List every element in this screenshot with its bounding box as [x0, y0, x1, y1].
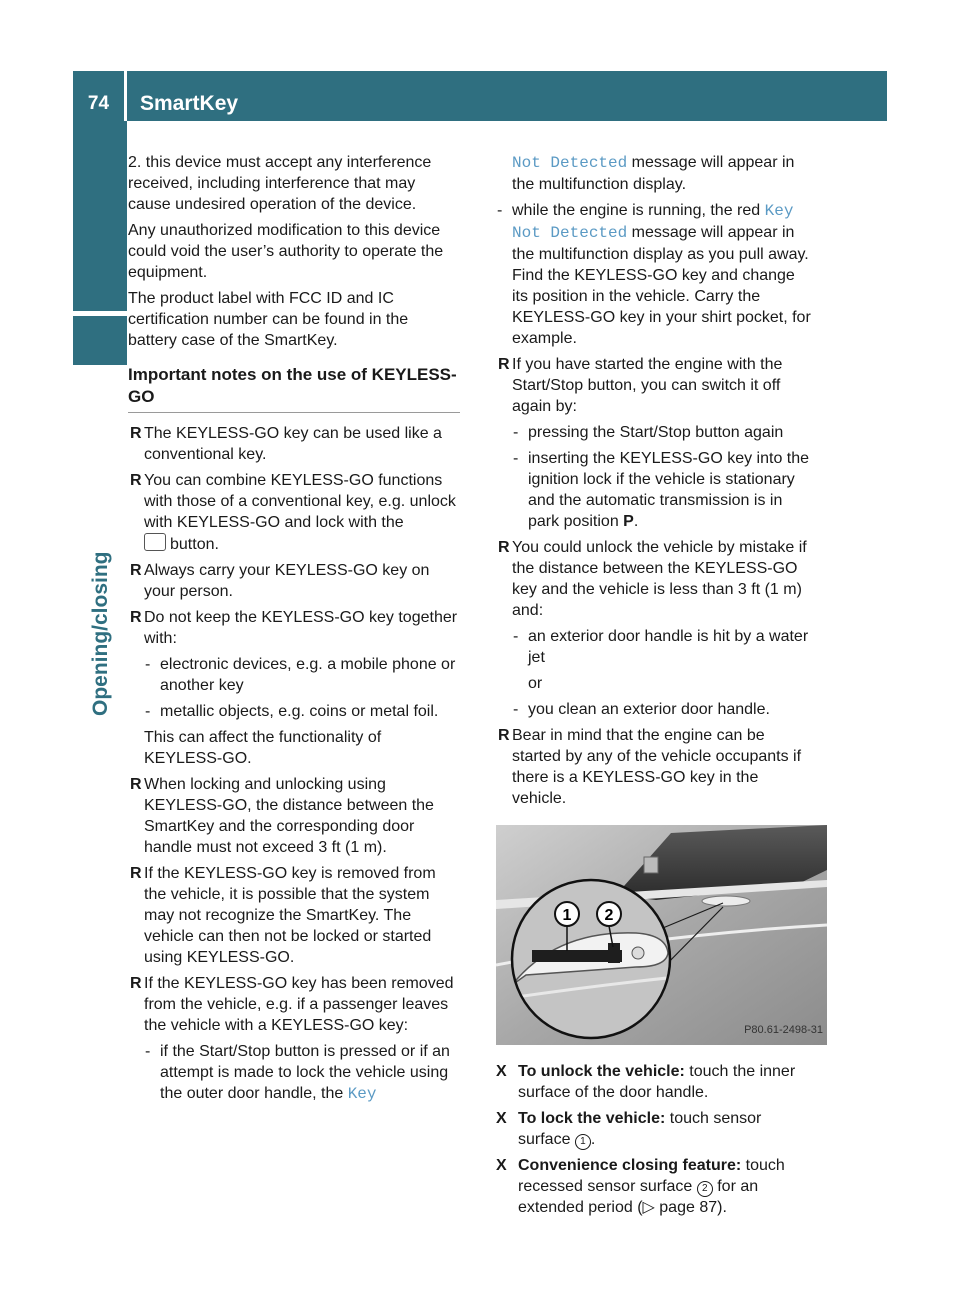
list-item: R Bear in mind that the engine can be started by any of the vehicle occupants if there is a KEYLESS-GO key in the vehicle. — [498, 727, 802, 807]
sub-item: - metallic objects, e.g. coins or metal foil. — [145, 703, 439, 720]
bullet-icon: R — [498, 539, 510, 556]
callout-1-label: 1 — [562, 907, 572, 924]
bullet-icon: R — [130, 609, 142, 626]
bullet-icon: R — [130, 975, 142, 992]
notes-list — [128, 423, 460, 1105]
page-number: 74 — [87, 93, 110, 114]
dash-icon: - — [497, 202, 503, 219]
instruction-step: X To unlock the vehicle: touch the inner surface of the door handle. — [496, 1063, 796, 1101]
door-handle-photo — [496, 825, 827, 1045]
sub-item: - electronic devices, e.g. a mobile phone or another key — [145, 656, 456, 694]
image-code: P80.61-2498-31 — [744, 1024, 823, 1036]
sub-item: - pressing the Start/Stop button again — [513, 424, 784, 441]
bullet-icon: R — [130, 472, 142, 489]
door-handle-illustration — [496, 825, 827, 1045]
notes-list-continued — [496, 354, 814, 809]
bullet-icon: R — [130, 425, 142, 442]
sub-item: - you clean an exterior door handle. — [513, 701, 770, 718]
paragraph: 2. this device must accept any interference received, including interference that may cause undesired operation of the device. — [128, 154, 432, 213]
or-text: or — [528, 675, 543, 692]
bullet-icon: R — [130, 562, 142, 579]
dash-icon: - — [513, 450, 519, 467]
note-text: This can affect the functionality of KEYLESS-GO. — [144, 729, 382, 767]
list-item: R If the KEYLESS-GO key has been removed from the vehicle, e.g. if a passenger leaves the vehicle with a KEYLESS-GO key: - if the Start/Stop button is pressed or if an attempt is made to lock the vehicle using the outer door handle, the Key — [128, 973, 460, 1105]
section-heading: Important notes on the use of KEYLESS-GO — [128, 364, 460, 413]
instruction-step: X Convenience closing feature: touch recessed sensor surface 2 for an extended period (▷ page 87). — [496, 1157, 785, 1216]
header-separator — [124, 71, 127, 121]
sub-item: - an exterior door handle is hit by a water jet — [513, 628, 809, 666]
list-item: R When locking and unlocking using KEYLESS-GO, the distance between the SmartKey and the corresponding door handle must not exceed 3 ft (1 m). — [130, 776, 434, 856]
sub-item: - inserting the KEYLESS-GO key into the ignition lock if the vehicle is stationary and the automatic transmission is in park position P. — [513, 450, 810, 530]
right-column — [496, 152, 823, 1223]
bullet-icon: R — [498, 356, 510, 373]
display-message: Key Not Detected — [512, 202, 794, 242]
list-item: R You can combine KEYLESS-GO functions with those of a conventional key, e.g. unlock with KEYLESS-GO and lock with the button. — [130, 472, 456, 553]
list-item: R You could unlock the vehicle by mistake if the distance between the KEYLESS-GO key and the vehicle is less than 3 ft (1 m) and: - an exterior door handle is hit by a water jet or - you clean an exterior door handle. — [496, 537, 814, 720]
callout-ref: 2 — [697, 1181, 713, 1197]
step-marker-icon: X — [496, 1110, 507, 1127]
list-item: R Do not keep the KEYLESS-GO key together with: - electronic devices, e.g. a mobile phone or another key - metallic objects, e.g. coins or metal foil. This can affect the functionality of KEYLESS-GO. — [128, 607, 460, 769]
list-item: R If you have started the engine with the Start/Stop button, you can switch it off again by: - pressing the Start/Stop button again - inserting the KEYLESS-GO key into the ignition lock if the vehicle is stationary and the automatic transmission is in park position P. — [496, 354, 814, 532]
paragraph: The product label with FCC ID and IC certification number can be found in the battery case of the SmartKey. — [128, 290, 409, 349]
list-item: R If the KEYLESS-GO key is removed from the vehicle, it is possible that the system may not recognize the SmartKey. The vehicle can then not be locked or started using KEYLESS-GO. — [130, 865, 436, 966]
dash-icon: - — [513, 701, 519, 718]
callout-ref: 1 — [575, 1134, 591, 1150]
dash-icon: - — [513, 628, 519, 645]
bullet-icon: R — [130, 865, 142, 882]
dash-icon: - — [145, 1043, 151, 1060]
display-message: Key — [347, 1085, 377, 1103]
continued-text: Not Detected message will appear in the multifunction display. — [512, 154, 795, 193]
callout-2-label: 2 — [604, 907, 614, 924]
step-marker-icon: X — [496, 1063, 507, 1080]
list-item: R Always carry your KEYLESS-GO key on your person. — [130, 562, 430, 600]
left-column — [128, 152, 460, 1110]
step-marker-icon: X — [496, 1157, 507, 1174]
sidebar-section-label: Opening/closing — [89, 551, 112, 716]
sub-item: - if the Start/Stop button is pressed or if an attempt is made to lock the vehicle using the outer door handle, the Key — [145, 1043, 450, 1103]
dash-icon: - — [145, 656, 151, 673]
dash-icon: - — [513, 424, 519, 441]
sidebar-tab — [73, 121, 127, 311]
sub-item: - while the engine is running, the red Key Not Detected message will appear in the multifunction display as you pull away. Find the KEYLESS-GO key and change its position in the vehicle. Carry the KEYLESS-GO key in your shirt pocket, for example. — [497, 202, 811, 347]
bullet-icon: R — [498, 727, 510, 744]
list-item: R The KEYLESS-GO key can be used like a conventional key. — [130, 425, 442, 463]
dash-icon: - — [145, 703, 151, 720]
instruction-step: X To lock the vehicle: touch sensor surface 1 . — [496, 1110, 762, 1148]
page-title: SmartKey — [140, 92, 239, 115]
paragraph: Any unauthorized modification to this device could void the user’s authority to operate the equipment. — [128, 222, 444, 281]
display-message: Not Detected — [512, 154, 628, 172]
bullet-icon: R — [130, 776, 142, 793]
lock-button-icon — [144, 533, 166, 551]
